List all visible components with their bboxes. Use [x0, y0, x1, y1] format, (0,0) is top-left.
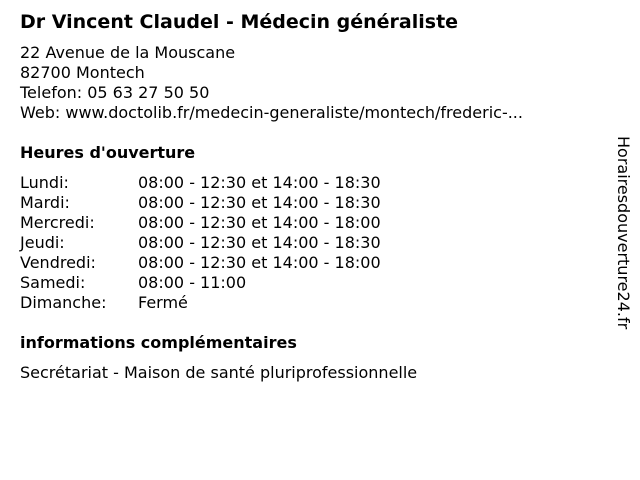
hours-row-sunday [20, 293, 610, 313]
day-hours: 08:00 - 12:30 et 14:00 - 18:30 [138, 233, 381, 252]
hours-row-wednesday [20, 213, 610, 233]
additional-info-heading: informations complémentaires [20, 333, 297, 352]
day-hours: Fermé [138, 293, 188, 312]
opening-hours-heading: Heures d'ouverture [20, 143, 196, 162]
hours-row-friday [20, 253, 610, 273]
day-label: Mardi: [20, 193, 70, 212]
day-hours: 08:00 - 12:30 et 14:00 - 18:00 [138, 253, 381, 272]
day-label: Jeudi: [20, 233, 65, 252]
address-street: 22 Avenue de la Mouscane [20, 43, 236, 62]
hours-row-tuesday [20, 193, 610, 213]
phone-number: Telefon: 05 63 27 50 50 [20, 83, 210, 102]
opening-hours-table [20, 173, 610, 313]
doctor-card [20, 9, 610, 383]
day-label: Vendredi: [20, 253, 96, 272]
day-label: Mercredi: [20, 213, 95, 232]
day-label: Dimanche: [20, 293, 107, 312]
hours-row-monday [20, 173, 610, 193]
website-link[interactable]: Web: www.doctolib.fr/medecin-generaliste/montech/frederic-... [20, 103, 523, 122]
day-label: Samedi: [20, 273, 86, 292]
day-hours: 08:00 - 11:00 [138, 273, 247, 292]
day-hours: 08:00 - 12:30 et 14:00 - 18:30 [138, 173, 381, 192]
hours-row-thursday [20, 233, 610, 253]
site-brand-vertical: Horairesdouverture24.fr [614, 136, 633, 330]
page-title: Dr Vincent Claudel - Médecin généraliste [20, 11, 459, 33]
additional-info-text: Secrétariat - Maison de santé pluriprofessionnelle [20, 363, 418, 382]
day-hours: 08:00 - 12:30 et 14:00 - 18:00 [138, 213, 381, 232]
address-city: 82700 Montech [20, 63, 145, 82]
day-label: Lundi: [20, 173, 69, 192]
day-hours: 08:00 - 12:30 et 14:00 - 18:30 [138, 193, 381, 212]
hours-row-saturday [20, 273, 610, 293]
